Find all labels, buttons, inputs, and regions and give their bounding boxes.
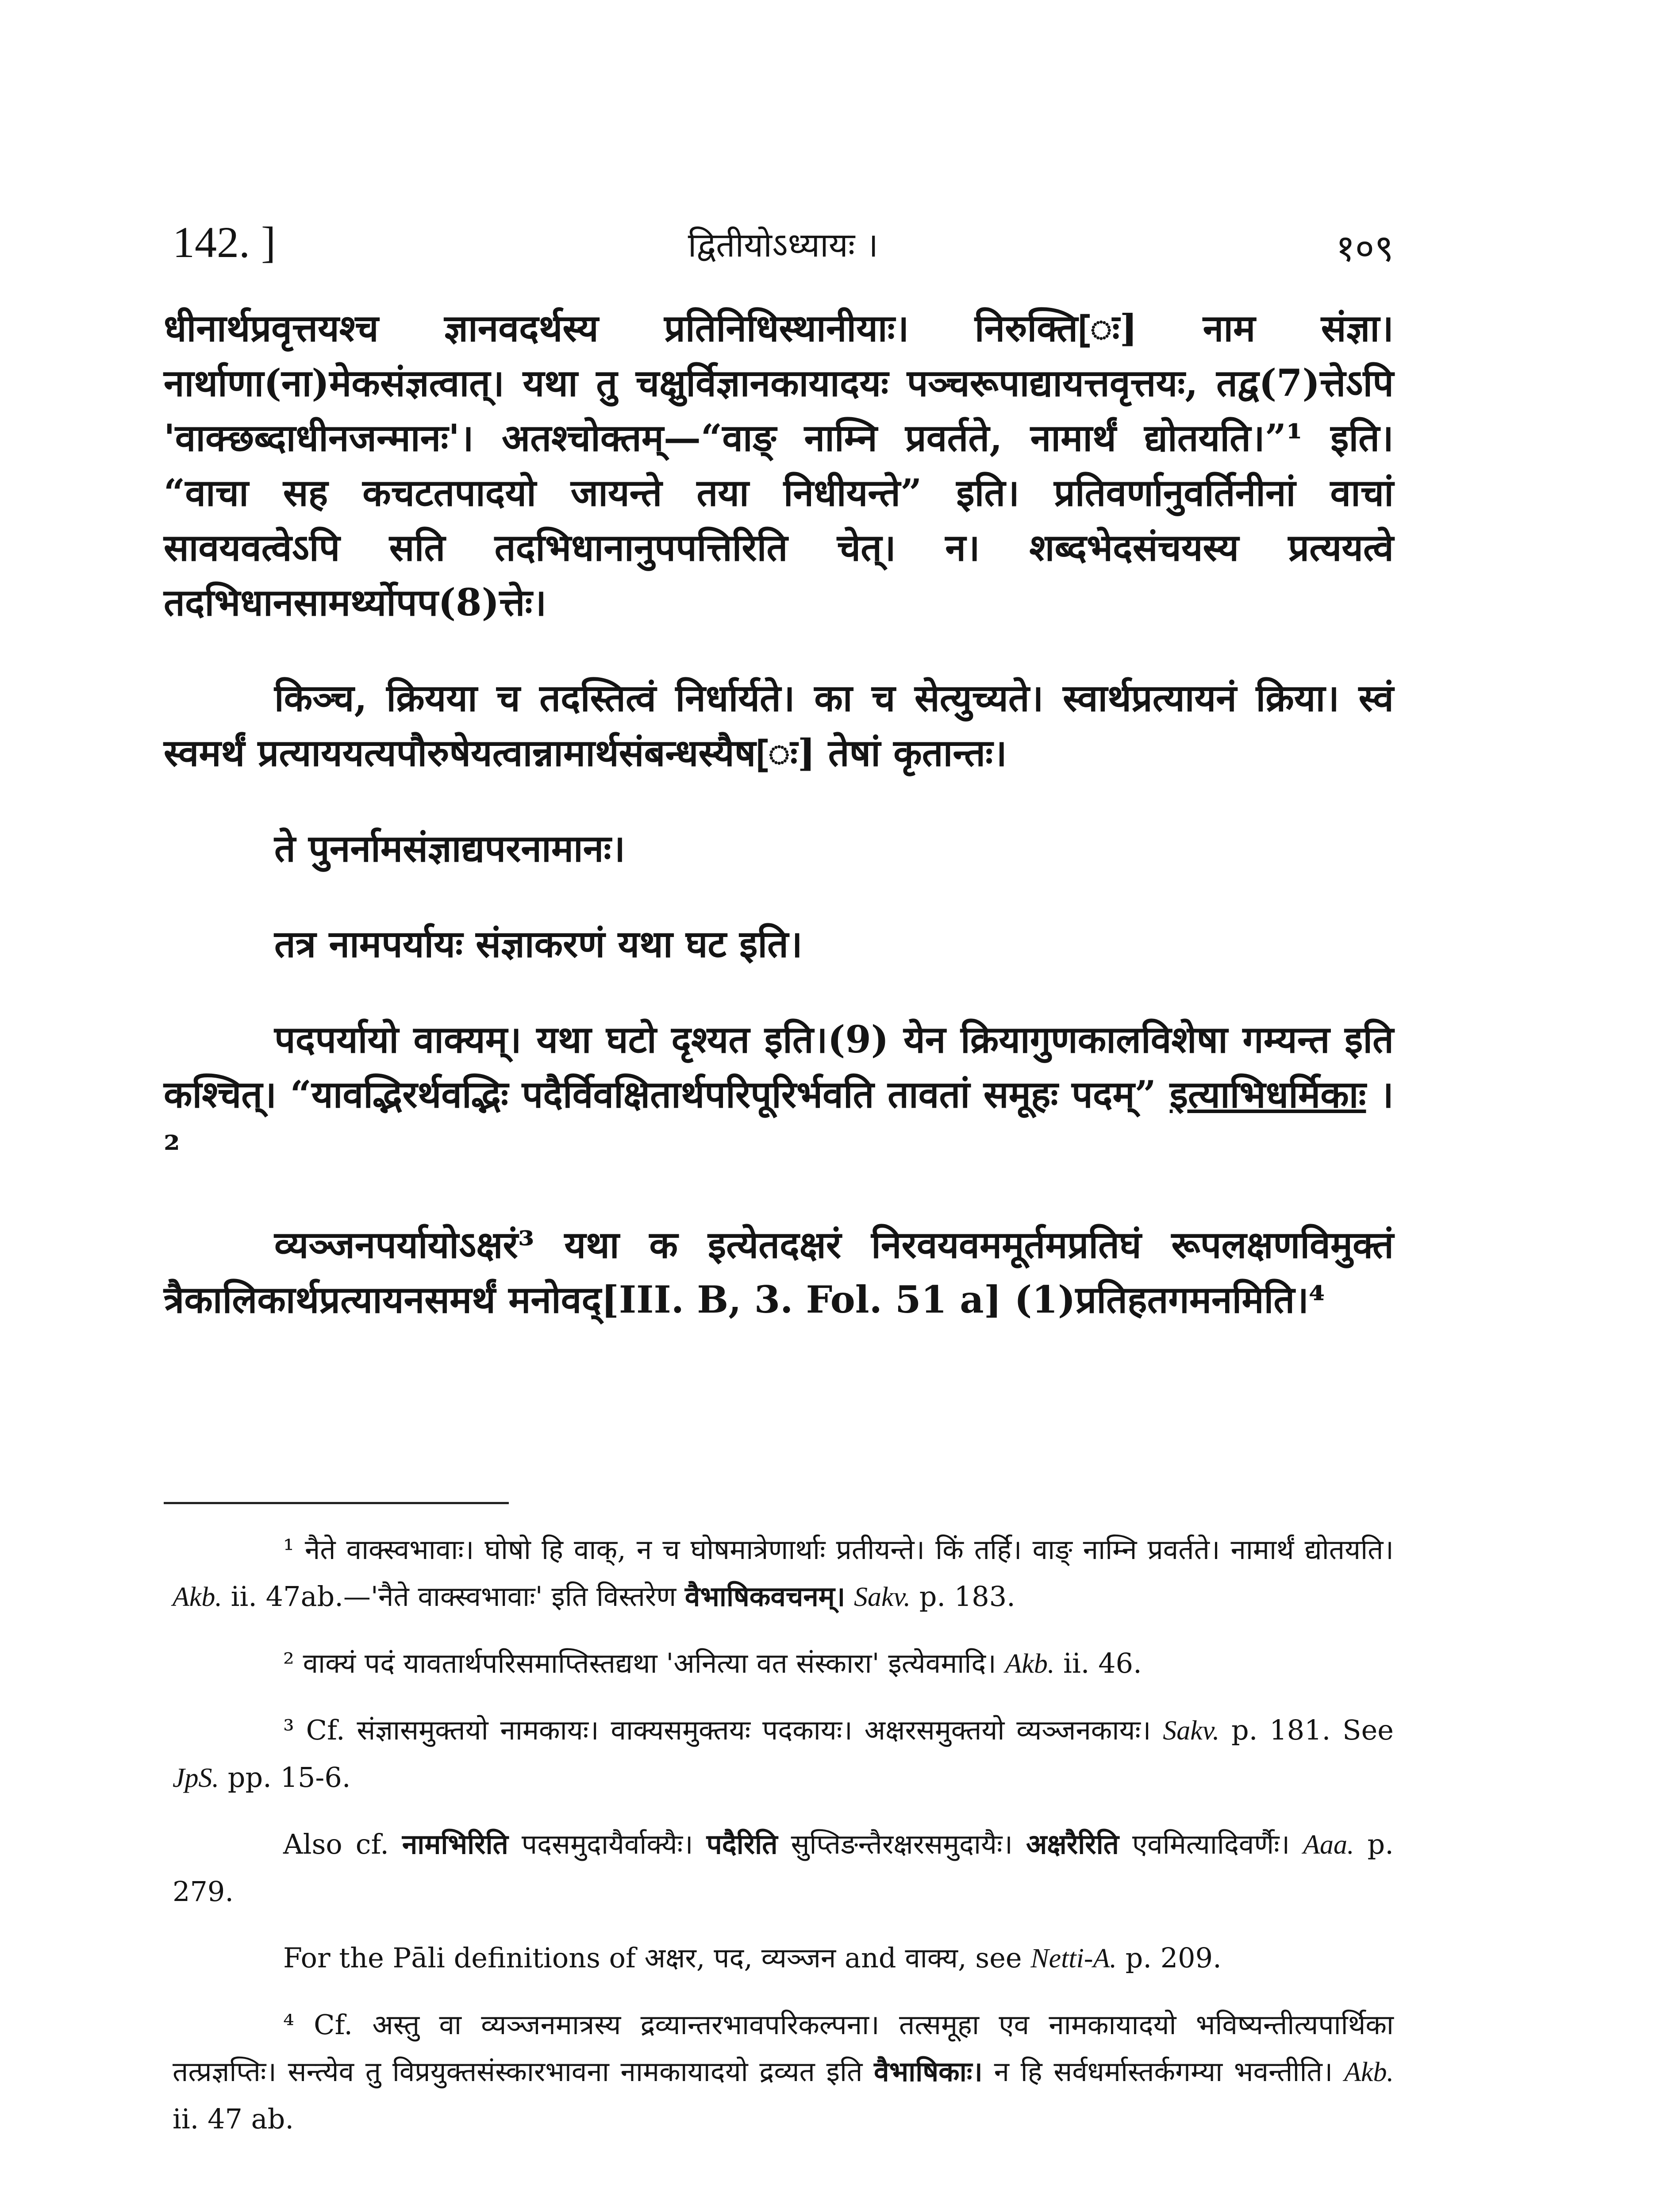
running-title: द्वितीयोऽध्यायः । bbox=[688, 225, 879, 265]
footnote-3: ³ Cf. संज्ञासमुक्तयो नामकायः। वाक्यसमुक्तयः पदकायः। अक्षरसमुक्तयो व्यञ्जनकायः। Sakv. p. 181. See JpS. pp. 15-6. bbox=[173, 1714, 1394, 1793]
running-header bbox=[173, 217, 1394, 279]
footnote-1: ¹ नैते वाक्स्वभावाः। घोषो हि वाक्, न च घोषमात्रेणार्थाः प्रतीयन्ते। किं तर्हि। वाङ् नाम्नि प्रवर्तते। नामार्थं द्योतयति। Akb. ii. 47ab.—'नैते वाक्स्वभावाः' इति विस्तरेण वैभाषिकवचनम्। Sakv. p. 183. bbox=[173, 1533, 1394, 1613]
underlined-term: इत्याभिधर्मिकाः bbox=[1169, 1072, 1366, 1116]
paragraph-5-text: पदपर्यायो वाक्यम्। यथा घटो दृश्यत इति।(9) येन क्रियागुणकालविशेषा गम्यन्त इति कश्चित्। “यावद्भिरर्थवद्भिः पदैर्विवक्षितार्थपरिपूरिर्भवति तावतां समूहः पदम्” bbox=[164, 1018, 1394, 1116]
footnote-2: ² वाक्यं पदं यावतार्थपरिसमाप्तिस्तद्यथा 'अनित्या वत संस्कारा' इत्येवमादि। Akb. ii. 46. bbox=[283, 1647, 1142, 1679]
paragraph-5 bbox=[164, 1012, 1394, 1177]
footnote-3-continued: Also cf. नामभिरिति पदसमुदायैर्वाक्यैः। पदैरिति सुप्तिङन्तैरक्षरसमुदायैः। अक्षरैरिति एवमित्यादिवर्णैः। Aaa. p. 279. bbox=[173, 1828, 1394, 1908]
paragraph-5-end: ।² bbox=[164, 1072, 1394, 1171]
main-text bbox=[164, 301, 1394, 1327]
paragraph-3: ते पुनर्नामसंज्ञाद्यपरनामानः। bbox=[274, 826, 626, 870]
folio-number: १०९ bbox=[1335, 227, 1394, 270]
page-number: 142. ] bbox=[173, 218, 276, 267]
footnote-3-pali: For the Pāli definitions of अक्षर, पद, व्यञ्जन and वाक्य, see Netti-A. p. 209. bbox=[283, 1942, 1222, 1974]
footnote-4: ⁴ Cf. अस्तु वा व्यञ्जनमात्रस्य द्रव्यान्तरभावपरिकल्पना। तत्समूहा एव नामकायादयो भविष्यन्तीत्यपार्थिका तत्प्रज्ञप्तिः। सन्त्येव तु विप्रयुक्तसंस्कारभावना नामकायादयो द्रव्यत इति वैभाषिकाः। न हि सर्वधर्मास्तर्कगम्या भवन्तीति। Akb. ii. 47 ab. bbox=[173, 2008, 1394, 2135]
footnotes bbox=[173, 1526, 1394, 2162]
paragraph-6: व्यञ्जनपर्यायोऽक्षरं³ यथा क इत्येतदक्षरं निरवयवममूर्तमप्रतिघं रूपलक्षणविमुक्तं त्रैकालिकार्थप्रत्यायनसमर्थं मनोवद्[III. B, 3. Fol. 51 a] (1)प्रतिहतगमनमिति।⁴ bbox=[164, 1223, 1394, 1321]
paragraph-4: तत्र नामपर्यायः संज्ञाकरणं यथा घट इति। bbox=[274, 922, 803, 966]
paragraph-2: किञ्च, क्रियया च तदस्तित्वं निर्धार्यते। का च सेत्युच्यते। स्वार्थप्रत्यायनं क्रिया। स्वं स्वमर्थं प्रत्याययत्यपौरुषेयत्वान्नामार्थसंबन्धस्यैष[ः] तेषां कृतान्तः। bbox=[164, 676, 1394, 775]
paragraph-1: धीनार्थप्रवृत्तयश्च ज्ञानवदर्थस्य प्रतिनिधिस्थानीयाः। निरुक्ति[ः] नाम संज्ञा। नार्थाणा(ना)मेकसंज्ञत्वात्। यथा तु चक्षुर्विज्ञानकायादयः पञ्चरूपाद्यायत्तवृत्तयः, तद्व(7)त्तेऽपि 'वाक्छब्दाधीनजन्मानः'। अतश्चोक्तम्—“वाङ् नाम्नि प्रवर्तते, नामार्थं द्योतयति।”¹ इति। “वाचा सह कचटतपादयो जायन्ते तया निधीयन्ते” इति। प्रतिवर्णानुवर्तिनीनां वाचां सावयवत्वेऽपि सति तदभिधानानुपपत्तिरिति चेत्। न। शब्दभेदसंचयस्य प्रत्ययत्वे तदभिधानसामर्थ्योपप(8)त्तेः। bbox=[164, 306, 1394, 624]
footnote-divider bbox=[164, 1502, 509, 1504]
